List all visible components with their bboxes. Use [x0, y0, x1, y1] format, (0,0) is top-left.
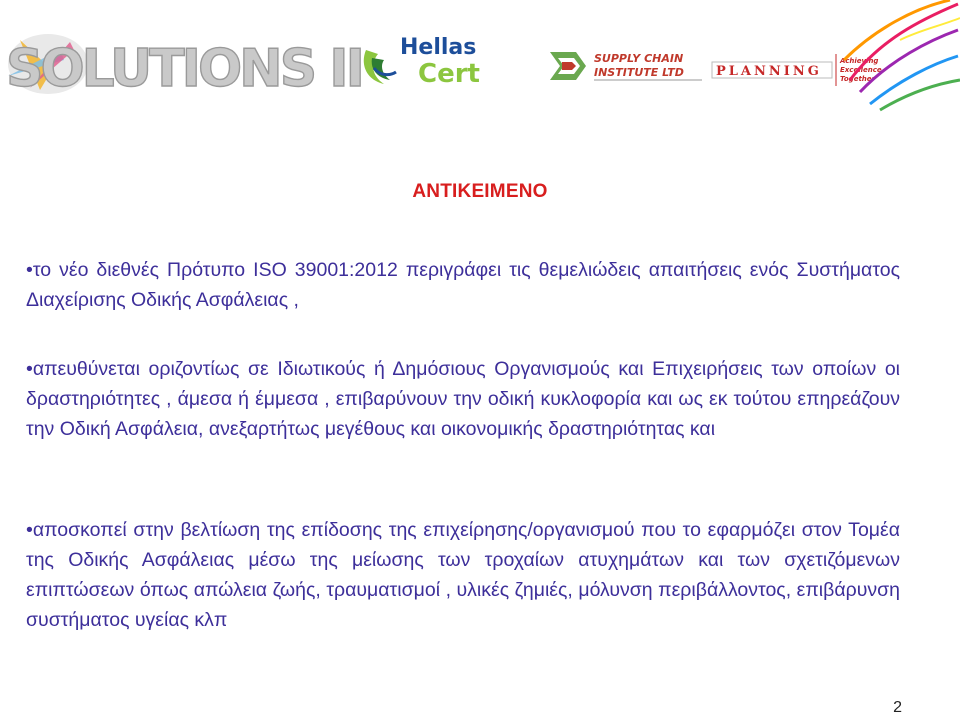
scm-bottom-text: INSTITUTE LTD	[594, 66, 684, 79]
page-number: 2	[893, 699, 902, 716]
slide-title: ΑΝΤΙΚΕΙΜΕΝΟ	[412, 181, 548, 202]
bullet-icon: •	[26, 519, 33, 541]
paragraph-2-text: απευθύνεται οριζοντίως σε Ιδιωτικούς ή Δημόσιους Οργανισμούς και Επιχειρήσεις των οποίων οι δραστηριότητες , άμεσα ή έμμεσα , επιβαρύνουν την οδική κυκλοφορία και ως εκ τούτου επηρεάζουν την Οδική Ασφάλεια, ανεξαρτήτως μεγέθους και οικονομικής δραστηριότητας και	[26, 358, 900, 440]
paragraph-3-text: αποσκοπεί στην βελτίωση της επίδοσης της επιχείρησης/οργανισμού που το εφαρμόζει στον Τομέα της Οδικής Ασφάλειας μέσω της μείωσης των τροχαίων ατυχημάτων και των σχετιζόμενων επιπτώσεων όπως απώλεια ζωής, τραυματισμοί , υλικές ζημιές, μόλυνση περιβάλλοντος, επιβάρυνση συστήματος υγείας κλπ	[26, 519, 900, 631]
planning-tagline-1: Achieving	[840, 57, 879, 65]
logo-header	[0, 0, 960, 110]
paragraph-1-text: το νέο διεθνές Πρότυπο ISO 39001:2012 περιγράφει τις θεμελιώδεις απαιτήσεις ενός Συστήματος Διαχείρισης Οδικής Ασφάλειας ,	[26, 259, 900, 311]
bullet-icon: •	[26, 358, 33, 380]
hellascert-top-text: Hellas	[400, 35, 477, 60]
solutions-logo-text: SOLUTIONS II	[6, 39, 362, 99]
bullet-paragraph-1	[26, 255, 900, 315]
decorative-swirl-graphic	[840, 0, 960, 110]
scm-top-text: SUPPLY CHAIN	[594, 52, 684, 65]
solutions-logo	[0, 30, 362, 100]
hellascert-bottom-text: Cert	[418, 59, 480, 89]
bullet-icon: •	[26, 259, 33, 281]
hellascert-logo	[356, 28, 506, 90]
bullet-paragraph-2	[26, 354, 900, 444]
bullet-paragraph-3	[26, 515, 900, 635]
planning-text: PLANNING	[716, 64, 822, 79]
supply-chain-institute-logo	[546, 46, 706, 86]
planning-tagline-2: Excellence	[840, 66, 882, 74]
planning-tagline-3: Together	[840, 75, 875, 83]
